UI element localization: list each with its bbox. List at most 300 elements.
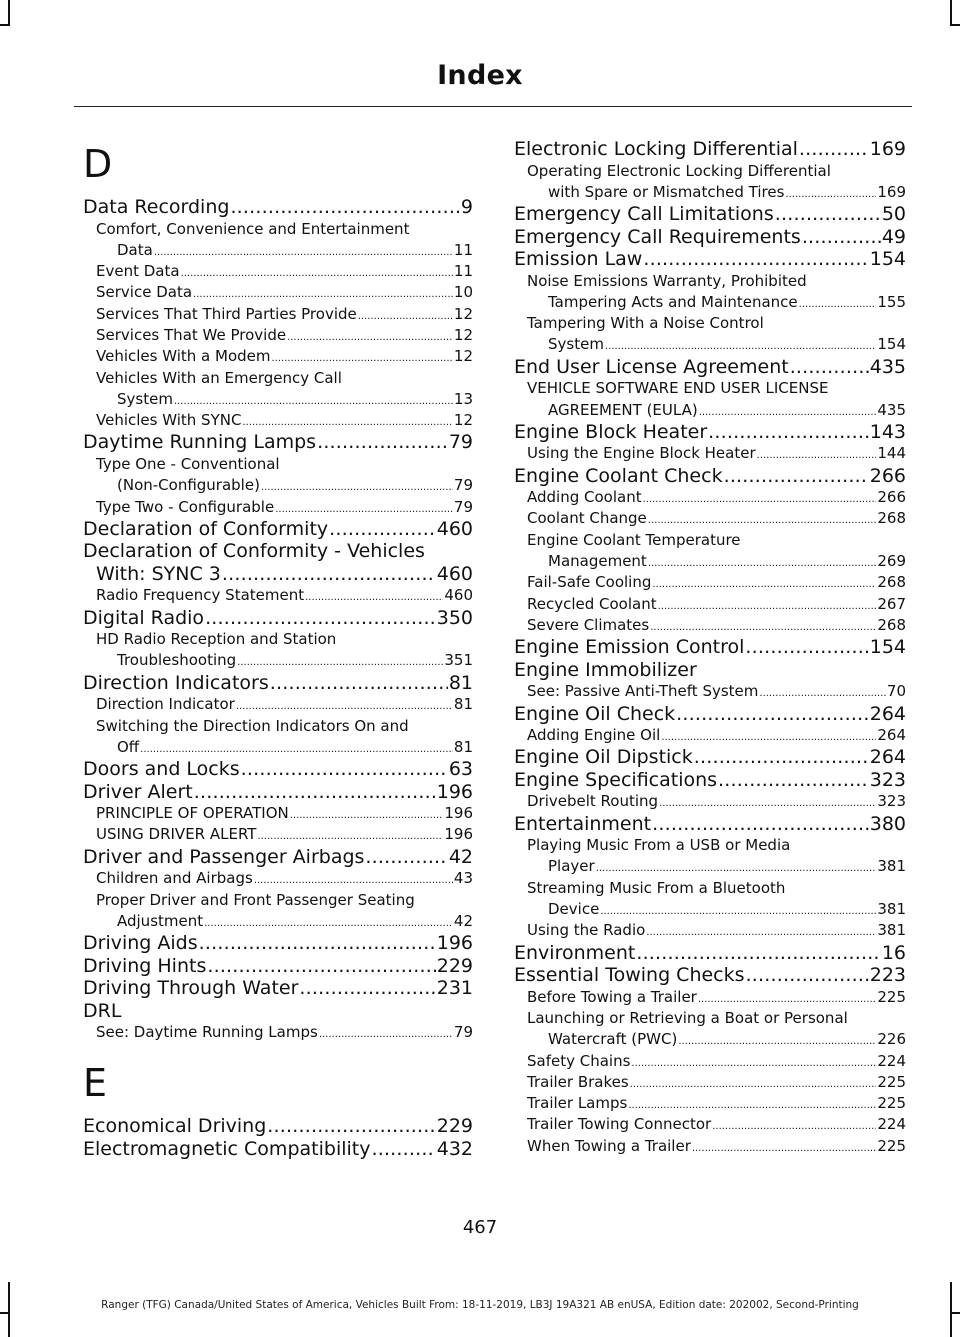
index-section-letter: D <box>83 142 113 186</box>
entry-label: Management <box>548 552 647 571</box>
entry-label: Streaming Music From a Bluetooth <box>527 878 786 897</box>
dot-leader <box>140 739 453 760</box>
entry-page-number: 70 <box>886 682 906 701</box>
entry-label: Tampering Acts and Maintenance <box>548 292 798 311</box>
crop-mark <box>950 1312 960 1314</box>
index-subentry <box>83 261 473 282</box>
entry-page-number: 196 <box>436 780 473 803</box>
dot-leader <box>630 1074 877 1095</box>
index-subentry <box>514 530 906 551</box>
dot-leader <box>275 499 453 520</box>
index-subentry <box>514 271 906 292</box>
footer-text: Ranger (TFG) Canada/United States of America, Vehicles Built From: 18-11-2019, LB3J 19A321 AB enUSA, Edition date: 202002, Second-Printing <box>101 1299 859 1311</box>
entry-label: Data <box>117 240 153 259</box>
entry-label: Before Towing a Trailer <box>527 987 697 1006</box>
dot-leader <box>785 184 876 205</box>
entry-label: Trailer Lamps <box>527 1094 628 1113</box>
dot-leader <box>319 1024 453 1045</box>
entry-page-number: 11 <box>453 240 473 259</box>
dot-leader <box>287 327 453 348</box>
entry-page-number: 381 <box>877 857 906 876</box>
index-entry <box>83 932 473 955</box>
entry-label: Direction Indicator <box>96 695 235 714</box>
dot-leader <box>267 1115 435 1138</box>
entry-page-number: 9 <box>460 196 473 218</box>
dot-leader <box>646 922 876 943</box>
dot-leader <box>652 813 869 836</box>
entry-page-number: 79 <box>453 476 473 495</box>
crop-mark <box>950 24 960 26</box>
entry-label: Electronic Locking Differential <box>514 138 798 160</box>
index-subentry <box>83 304 473 325</box>
entry-label: Engine Oil Dipstick <box>514 746 693 769</box>
dot-leader <box>698 989 877 1010</box>
index-subentry <box>83 368 473 389</box>
entry-label: Safety Chains <box>527 1051 631 1070</box>
entry-label: Severe Climates <box>527 615 650 634</box>
entry-label: Entertainment <box>514 812 652 835</box>
index-entry <box>514 248 906 271</box>
entry-page-number: 81 <box>453 695 473 714</box>
entry-label: Adding Coolant <box>527 488 642 507</box>
entry-page-number: 268 <box>877 509 906 528</box>
index-subentry <box>514 899 906 920</box>
entry-label: Player <box>548 857 595 876</box>
index-entry <box>514 659 906 682</box>
dot-leader <box>596 858 877 879</box>
index-entry <box>514 226 906 249</box>
entry-page-number: 460 <box>436 517 473 540</box>
entry-label: Event Data <box>96 262 180 281</box>
dot-leader <box>658 596 877 617</box>
entry-page-number: 323 <box>869 768 906 791</box>
dot-leader <box>254 870 453 891</box>
entry-page-number: 169 <box>877 182 906 201</box>
entry-page-number: 435 <box>869 355 906 378</box>
index-subentry <box>83 890 473 911</box>
entry-page-number: 144 <box>877 444 906 463</box>
index-subentry <box>514 508 906 529</box>
entry-label: Driving Hints <box>83 954 207 977</box>
entry-page-number: 266 <box>869 464 906 487</box>
entry-label: Driver Alert <box>83 780 193 803</box>
index-subentry <box>514 1008 906 1029</box>
entry-page-number: 432 <box>436 1137 473 1160</box>
index-entry <box>83 1115 473 1138</box>
index-entry <box>514 746 906 769</box>
entry-label: Coolant Change <box>527 509 647 528</box>
entry-page-number: 229 <box>436 954 473 977</box>
entry-label: Services That Third Parties Provide <box>96 304 357 323</box>
index-subentry <box>83 240 473 261</box>
entry-label: Fail-Safe Cooling <box>527 573 652 592</box>
index-entry <box>83 540 473 563</box>
entry-page-number: 231 <box>436 977 473 1000</box>
index-subentry <box>83 497 473 518</box>
dot-leader <box>242 412 452 433</box>
entry-label: Proper Driver and Front Passenger Seating <box>96 890 415 909</box>
index-entry <box>83 781 473 804</box>
entry-page-number: 79 <box>448 431 473 454</box>
entry-page-number: 224 <box>877 1051 906 1070</box>
index-subentry <box>514 1072 906 1093</box>
entry-label: Declaration of Conformity <box>83 517 329 540</box>
entry-label: See: Passive Anti-Theft System <box>527 682 759 701</box>
entry-label: Emergency Call Requirements <box>514 225 801 248</box>
dot-leader <box>631 1053 876 1074</box>
dot-leader <box>678 1031 876 1052</box>
header-divider <box>74 106 912 107</box>
entry-page-number: 169 <box>869 138 906 160</box>
index-subentry <box>514 725 906 746</box>
dot-leader <box>204 913 453 934</box>
dot-leader <box>237 652 443 673</box>
index-section-letter: E <box>83 1061 108 1106</box>
entry-page-number: 81 <box>453 737 473 756</box>
entry-page-number: 196 <box>436 932 473 955</box>
entry-label: Using the Radio <box>527 921 646 940</box>
entry-label: Electromagnetic Compatibility <box>83 1137 371 1160</box>
index-entry <box>83 563 473 586</box>
dot-leader <box>230 196 459 219</box>
dot-leader <box>207 955 435 978</box>
index-subentry <box>83 219 473 240</box>
entry-page-number: 63 <box>448 758 473 781</box>
entry-label: Services That We Provide <box>96 325 287 344</box>
entry-label: Using the Engine Block Heater <box>527 444 756 463</box>
entry-label: Direction Indicators <box>83 671 269 694</box>
entry-page-number: 196 <box>444 804 473 823</box>
index-subentry <box>514 313 906 334</box>
entry-label: Drivebelt Routing <box>527 792 659 811</box>
entry-page-number: 223 <box>869 964 906 987</box>
entry-label: AGREEMENT (EULA) <box>548 400 698 419</box>
entry-label: Adjustment <box>117 911 204 930</box>
entry-label: Engine Oil Check <box>514 702 676 725</box>
entry-label: Recycled Coolant <box>527 594 657 613</box>
entry-label: Off <box>117 737 140 756</box>
entry-label: Switching the Direction Indicators On and <box>96 716 409 735</box>
entry-page-number: 269 <box>877 552 906 571</box>
index-entry <box>83 518 473 541</box>
index-subentry <box>514 1093 906 1114</box>
entry-label: Children and Airbags <box>96 869 253 888</box>
entry-label: Device <box>548 900 600 919</box>
dot-leader <box>757 445 877 466</box>
entry-label: End User License Agreement <box>514 355 789 378</box>
dot-leader <box>652 574 876 595</box>
dot-leader <box>329 518 436 541</box>
entry-page-number: 12 <box>453 411 473 430</box>
index-entry <box>83 672 473 695</box>
entry-page-number: 460 <box>444 586 473 605</box>
index-entry <box>514 138 906 161</box>
entry-label: Service Data <box>96 283 193 302</box>
entry-page-number: 323 <box>877 792 906 811</box>
entry-label: Playing Music From a USB or Media <box>527 836 791 855</box>
index-entry <box>83 1000 473 1023</box>
index-subentry <box>83 325 473 346</box>
entry-label: With: SYNC 3 <box>96 562 221 585</box>
index-subentry <box>83 824 473 845</box>
entry-label: Operating Electronic Locking Differential <box>527 161 831 180</box>
index-subentry <box>83 346 473 367</box>
entry-label: USING DRIVER ALERT <box>96 825 257 844</box>
index-entry <box>514 203 906 226</box>
index-entry <box>514 703 906 726</box>
entry-page-number: 12 <box>453 304 473 323</box>
entry-label: Tampering With a Noise Control <box>527 314 764 333</box>
entry-label: (Non-Configurable) <box>117 476 260 495</box>
dot-leader <box>775 203 881 226</box>
dot-leader <box>636 942 880 965</box>
dot-leader <box>718 769 869 792</box>
entry-page-number: 13 <box>453 389 473 408</box>
index-subentry <box>514 161 906 182</box>
entry-label: Doors and Locks <box>83 758 240 781</box>
entry-label: Comfort, Convenience and Entertainment <box>96 219 410 238</box>
entry-page-number: 155 <box>877 292 906 311</box>
index-subentry <box>514 1051 906 1072</box>
dot-leader <box>270 672 448 695</box>
index-subentry <box>83 282 473 303</box>
index-entry <box>514 465 906 488</box>
index-subentry <box>514 292 906 313</box>
dot-leader <box>643 248 868 271</box>
index-subentry <box>514 878 906 899</box>
entry-page-number: 268 <box>877 573 906 592</box>
index-subentry <box>514 334 906 355</box>
crop-mark <box>0 24 10 26</box>
index-subentry <box>514 443 906 464</box>
entry-label: Driving Aids <box>83 932 198 955</box>
dot-leader <box>358 306 453 327</box>
index-subentry <box>514 572 906 593</box>
entry-page-number: 224 <box>877 1115 906 1134</box>
index-entry <box>514 356 906 379</box>
entry-label: Trailer Brakes <box>527 1072 629 1091</box>
entry-label: Vehicles With SYNC <box>96 411 242 430</box>
dot-leader <box>174 391 453 412</box>
entry-page-number: 225 <box>877 1072 906 1091</box>
entry-label: Data Recording <box>83 196 230 218</box>
index-entry <box>83 607 473 630</box>
dot-leader <box>194 781 436 804</box>
index-entry <box>514 942 906 965</box>
index-subentry <box>83 629 473 650</box>
dot-leader <box>790 356 869 379</box>
entry-page-number: 225 <box>877 1094 906 1113</box>
dot-leader <box>628 1095 876 1116</box>
dot-leader <box>154 242 453 263</box>
entry-page-number: 225 <box>877 987 906 1006</box>
entry-label: System <box>117 389 173 408</box>
entry-label: HD Radio Reception and Station <box>96 630 337 649</box>
entry-page-number: 11 <box>453 262 473 281</box>
crop-mark <box>0 1312 10 1314</box>
entry-page-number: 264 <box>877 726 906 745</box>
entry-label: Vehicles With an Emergency Call <box>96 368 342 387</box>
entry-label: Troubleshooting <box>117 651 237 670</box>
dot-leader <box>261 477 453 498</box>
dot-leader <box>676 703 869 726</box>
index-subentry <box>514 378 906 399</box>
entry-page-number: 16 <box>881 941 906 964</box>
index-subentry <box>83 585 473 606</box>
entry-label: Radio Frequency Statement <box>96 586 305 605</box>
index-entry <box>83 977 473 1000</box>
entry-page-number: 226 <box>877 1030 906 1049</box>
entry-page-number: 267 <box>877 594 906 613</box>
entry-label: Engine Block Heater <box>514 420 708 443</box>
dot-leader <box>759 683 886 704</box>
entry-page-number: 12 <box>453 347 473 366</box>
page-title: Index <box>437 60 523 91</box>
index-subentry <box>514 594 906 615</box>
entry-page-number: 50 <box>881 203 906 226</box>
entry-label: Watercraft (PWC) <box>548 1030 678 1049</box>
entry-page-number: 460 <box>436 562 473 585</box>
index-subentry <box>514 835 906 856</box>
entry-label: Driving Through Water <box>83 977 299 1000</box>
dot-leader <box>600 901 876 922</box>
entry-label: When Towing a Trailer <box>527 1136 691 1155</box>
index-entry <box>514 636 906 659</box>
entry-page-number: 225 <box>877 1136 906 1155</box>
entry-page-number: 380 <box>869 812 906 835</box>
dot-leader <box>272 348 453 369</box>
entry-label: Engine Emission Control <box>514 636 745 659</box>
entry-label: DRL <box>83 999 122 1022</box>
entry-label: with Spare or Mismatched Tires <box>548 182 785 201</box>
entry-label: See: Daytime Running Lamps <box>96 1023 318 1042</box>
entry-label: Digital Radio <box>83 606 205 629</box>
entry-label: Essential Towing Checks <box>514 964 745 987</box>
index-subentry <box>83 650 473 671</box>
index-subentry <box>514 487 906 508</box>
dot-leader <box>802 226 881 249</box>
entry-label: Type Two - Configurable <box>96 497 275 516</box>
entry-label: Adding Engine Oil <box>527 726 661 745</box>
index-subentry <box>514 615 906 636</box>
entry-page-number: 79 <box>453 1023 473 1042</box>
dot-leader <box>724 465 869 488</box>
entry-page-number: 154 <box>869 636 906 659</box>
index-column-right <box>514 138 906 1157</box>
index-entry <box>514 769 906 792</box>
index-subentry <box>83 410 473 431</box>
entry-label: Driver and Passenger Airbags <box>83 845 365 868</box>
dot-leader <box>605 336 876 357</box>
index-subentry <box>514 791 906 812</box>
dot-leader <box>659 793 876 814</box>
entry-label: Engine Coolant Check <box>514 464 723 487</box>
entry-page-number: 10 <box>453 283 473 302</box>
index-entry <box>83 955 473 978</box>
index-subentry <box>83 716 473 737</box>
entry-label: VEHICLE SOFTWARE END USER LICENSE <box>527 379 829 398</box>
dot-leader <box>692 1138 876 1159</box>
entry-label: Launching or Retrieving a Boat or Personal <box>527 1008 848 1027</box>
entry-label: Engine Specifications <box>514 768 718 791</box>
index-entry <box>83 431 473 454</box>
index-subentry <box>514 856 906 877</box>
dot-leader <box>643 489 877 510</box>
index-entry <box>514 964 906 987</box>
entry-page-number: 12 <box>453 325 473 344</box>
index-subentry <box>83 737 473 758</box>
entry-label: Noise Emissions Warranty, Prohibited <box>527 271 807 290</box>
dot-leader <box>746 964 869 987</box>
dot-leader <box>694 746 869 769</box>
dot-leader <box>745 636 868 659</box>
dot-leader <box>648 510 877 531</box>
entry-page-number: 143 <box>869 420 906 443</box>
index-subentry <box>83 1022 473 1043</box>
entry-page-number: 43 <box>453 869 473 888</box>
index-subentry <box>83 911 473 932</box>
index-subentry <box>514 400 906 421</box>
dot-leader <box>241 758 448 781</box>
entry-page-number: 381 <box>877 900 906 919</box>
entry-page-number: 229 <box>436 1115 473 1138</box>
entry-page-number: 264 <box>869 746 906 769</box>
entry-page-number: 154 <box>877 335 906 354</box>
index-subentry <box>83 694 473 715</box>
entry-page-number: 264 <box>869 702 906 725</box>
entry-label: Trailer Towing Connector <box>527 1115 712 1134</box>
index-entry <box>83 758 473 781</box>
entry-label: Engine Immobilizer <box>514 658 697 681</box>
dot-leader <box>661 727 876 748</box>
entry-page-number: 351 <box>444 651 473 670</box>
index-subentry <box>83 389 473 410</box>
index-entry <box>83 196 473 219</box>
dot-leader <box>305 587 443 608</box>
entry-page-number: 381 <box>877 921 906 940</box>
entry-page-number: 350 <box>436 606 473 629</box>
dot-leader <box>205 607 436 630</box>
dot-leader <box>799 138 869 161</box>
entry-label: Economical Driving <box>83 1115 267 1138</box>
dot-leader <box>648 553 877 574</box>
entry-label: PRINCIPLE OF OPERATION <box>96 804 289 823</box>
index-subentry <box>514 1136 906 1157</box>
dot-leader <box>365 846 447 869</box>
dot-leader <box>290 805 444 826</box>
dot-leader <box>236 696 453 717</box>
entry-label: System <box>548 335 604 354</box>
entry-page-number: 42 <box>453 911 473 930</box>
entry-page-number: 435 <box>877 400 906 419</box>
dot-leader <box>712 1116 876 1137</box>
dot-leader <box>181 263 453 284</box>
dot-leader <box>299 977 435 1000</box>
index-subentry <box>83 803 473 824</box>
dot-leader <box>222 563 436 586</box>
dot-leader <box>257 826 443 847</box>
entry-page-number: 268 <box>877 615 906 634</box>
entry-label: Daytime Running Lamps <box>83 431 317 454</box>
index-subentry <box>514 987 906 1008</box>
dot-leader <box>371 1138 435 1161</box>
index-subentry <box>83 475 473 496</box>
entry-page-number: 266 <box>877 488 906 507</box>
entry-label: Type One - Conventional <box>96 454 280 473</box>
entry-label: Vehicles With a Modem <box>96 347 271 366</box>
index-entry <box>514 813 906 836</box>
entry-page-number: 81 <box>448 671 473 694</box>
